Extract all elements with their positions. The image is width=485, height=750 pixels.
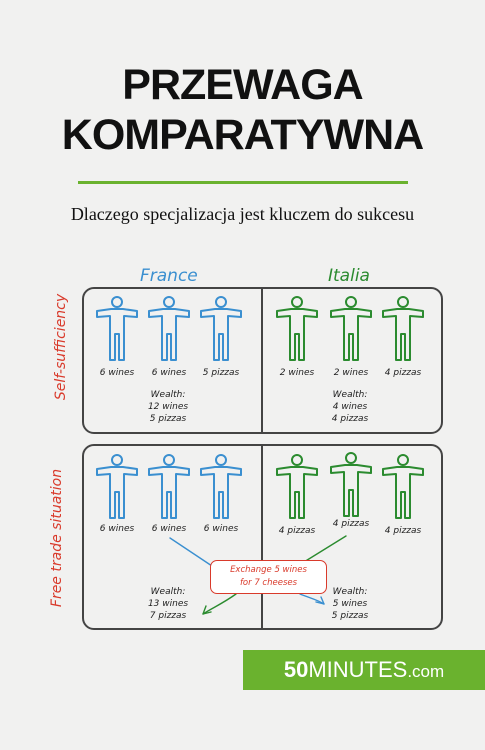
book-subtitle: Dlaczego specjalizacja jest kluczem do sukcesu xyxy=(70,204,415,224)
logo-number: 50 xyxy=(283,657,309,682)
label-france-6: 6 wines xyxy=(203,524,239,534)
label-italy-5: 4 pizzas xyxy=(332,519,370,529)
wealth-france-row1: Wealth: 12 wines 5 pizzas xyxy=(147,390,189,424)
row-label-self-sufficiency: Self-sufficiency xyxy=(53,293,69,401)
label-italy-1: 2 wines xyxy=(279,368,315,378)
label-italy-6: 4 pizzas xyxy=(384,526,422,536)
italy-header: Italia xyxy=(328,266,370,286)
label-italy-3: 4 pizzas xyxy=(384,368,422,378)
france-header: France xyxy=(140,266,198,286)
label-france-1: 6 wines xyxy=(99,368,135,378)
wealth-italy-row1: Wealth: 4 wines 4 pizzas xyxy=(331,390,369,424)
title-line-2: KOMPARATYWNA xyxy=(61,111,424,159)
label-france-4: 6 wines xyxy=(99,524,135,534)
logo-word: MINUTES xyxy=(308,657,408,682)
label-france-5: 6 wines xyxy=(151,524,187,534)
title-line-1: PRZEWAGA xyxy=(122,61,363,109)
logo-suffix: .com xyxy=(407,662,445,681)
label-france-3: 5 pizzas xyxy=(202,368,240,378)
label-italy-4: 4 pizzas xyxy=(278,526,316,536)
wealth-france-row2: Wealth: 13 wines 7 pizzas xyxy=(147,587,189,621)
label-france-2: 6 wines xyxy=(151,368,187,378)
row-label-free-trade: Free trade situation xyxy=(49,468,65,608)
exchange-box: Exchange 5 wines for 7 cheeses xyxy=(210,560,327,594)
wealth-italy-row2: Wealth: 5 wines 5 pizzas xyxy=(331,587,369,621)
publisher-logo xyxy=(243,650,485,690)
label-italy-2: 2 wines xyxy=(333,368,369,378)
